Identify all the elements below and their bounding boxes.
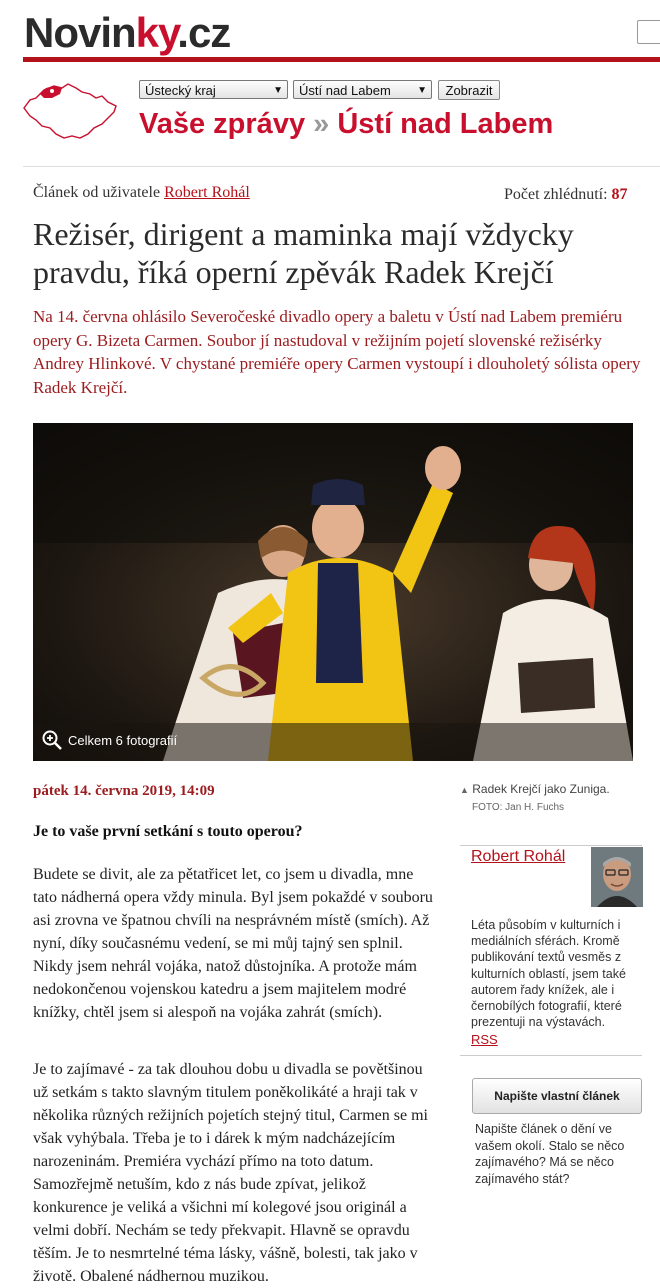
site-logo[interactable] (24, 10, 230, 56)
divider (460, 1055, 642, 1056)
breadcrumb-separator: » (313, 108, 330, 140)
divider (23, 166, 660, 167)
chevron-down-icon: ▼ (273, 85, 283, 96)
author-link[interactable]: Robert Rohál (164, 184, 250, 201)
write-article-text: Napište článek o dění ve vašem okolí. Stalo se něco zajímavého? Má se něco zajímavého stát? (475, 1122, 625, 1186)
article-author-line (33, 184, 250, 202)
avatar[interactable] (591, 847, 643, 907)
logo-accent: ky (135, 9, 178, 56)
photo-caption (460, 782, 610, 796)
region-select[interactable] (139, 80, 288, 99)
breadcrumb-city[interactable]: Ústí nad Labem (337, 108, 554, 140)
views-count: 87 (611, 186, 628, 203)
photo-credit: FOTO: Jan H. Fuchs (472, 802, 565, 813)
chevron-down-icon: ▼ (417, 85, 427, 96)
article-perex: Na 14. června ohlásilo Severočeské divadlo opery a baletu v Ústí nad Labem premiéru opery G. Bizeta Carmen. Soubor jí nastudoval v režijním pojetí slovenské režisérky Andrey Hlinkové. V chystané premiéře opery Carmen vystoupí i dlouholetý sólista opery Radek Krejčí. (33, 307, 641, 397)
interview-question: Je to vaše první setkání s touto operou? (33, 823, 303, 840)
author-avatar-image (591, 847, 643, 907)
write-article-button[interactable]: Napište vlastní článek (472, 1078, 642, 1114)
region-select-value: Ústecký kraj (145, 83, 216, 98)
city-select-value: Ústí nad Labem (299, 83, 391, 98)
photo-caption-text: Radek Krejčí jako Zuniga. (472, 782, 610, 796)
show-button[interactable]: Zobrazit (438, 80, 500, 100)
breadcrumb (139, 106, 553, 142)
author-bio: Léta působím v kulturních i mediálních sférách. Kromě publikování textů vesměs z kulturních oblastí, jsem také autorem řady knížek, ale i černobílých fotografií, které prezentuji na výstavách. (471, 918, 626, 1030)
photo-gallery-label: Celkem 6 fotografií (68, 732, 178, 748)
search-input[interactable] (637, 20, 660, 44)
article-photo[interactable] (33, 423, 633, 761)
header-red-bar (23, 57, 660, 62)
article-paragraph: Budete se divit, ale za pětatřicet let, co jsem u divadla, mne tato nádherná opera vždy minula. Byl jsem pokaždé v souboru asi zrovna ve špatnou chvíli na nesprávném místě (smích). Až nyní, díky současnému vedení, se mi můj tajný sen splnil. Nikdy jsem nehrál vojáka, natož důstojníka. A protože mám nedokončenou vojenskou katedru a jsem majitelem modré knížky, chtěl jsem si alespoň na vojáka zahrát (smích). (33, 866, 433, 1021)
logo-domain: .cz (177, 9, 231, 56)
article-date: pátek 14. června 2019, 14:09 (33, 783, 215, 799)
author-prefix: Článek od uživatele (33, 184, 161, 201)
city-select[interactable] (293, 80, 432, 99)
sidebar-author-link[interactable]: Robert Rohál (471, 848, 566, 865)
view-count (504, 186, 628, 204)
czech-map-icon[interactable] (22, 80, 120, 142)
logo-main: Novin (24, 9, 136, 56)
article-title: Režisér, dirigent a maminka mají vždycky pravdu, říká operní zpěvák Radek Krejčí (33, 216, 574, 290)
caret-up-icon: ▲ (460, 785, 469, 795)
photo-gallery-link[interactable] (42, 730, 177, 750)
article-paragraph: Je to zajímavé - za tak dlouhou dobu u divadla se povětšinou už setkám s takto slavným titulem poněkolikáté a hraji tak v několika různých režijních pojetích stejný titul, Carmen se mi však vyhýbala. Třeba je to i dárek k mým nadcházejícím narozeninám. Premiéra vychází přímo na toto datum. Samozřejmě netuším, kdo z nás bude zpívat, jelikož konkurence je veliká a všichni mí kolegové jsou originál a velmi dobří. Nechám se tedy překvapit. Hlavně se opravdu těším. Je to nesmrtelné téma lásky, vášně, bolesti, tak jako v životě. Obalené nádhernou muzikou. (33, 1061, 428, 1285)
breadcrumb-main[interactable]: Vaše zprávy (139, 108, 306, 140)
zoom-in-icon (42, 730, 62, 750)
views-label: Počet zhlédnutí: (504, 186, 608, 203)
stage-scene-image (33, 423, 633, 761)
rss-link[interactable]: RSS (471, 1032, 498, 1047)
divider (460, 845, 642, 846)
